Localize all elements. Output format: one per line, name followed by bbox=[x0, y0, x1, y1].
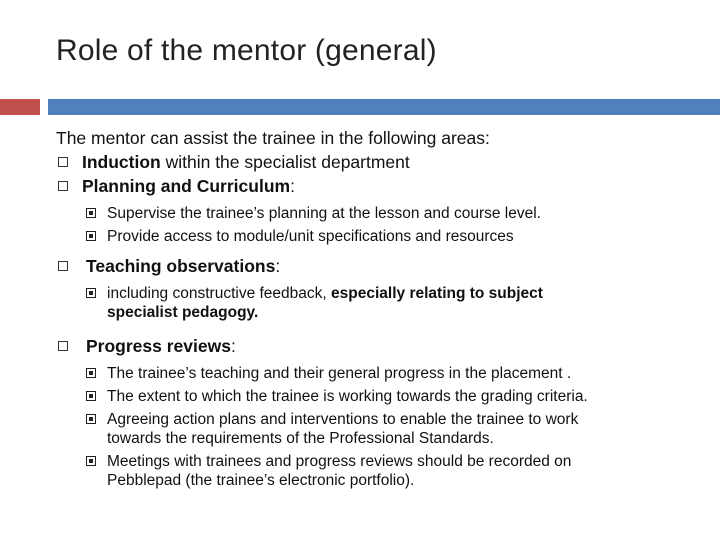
square-bullet-icon bbox=[58, 261, 68, 271]
teaching-sub-normal: including constructive feedback, bbox=[107, 285, 332, 302]
filled-square-bullet-icon bbox=[86, 391, 96, 401]
planning-bold: Planning and Curriculum bbox=[82, 176, 291, 196]
progress-subitem-1 bbox=[56, 364, 706, 383]
slide-content bbox=[56, 126, 706, 490]
teaching-subitem bbox=[56, 284, 706, 322]
progress-rest: : bbox=[230, 336, 236, 356]
progress-subitem-text: The extent to which the trainee is working towards the grading criteria. bbox=[107, 388, 588, 405]
filled-square-bullet-icon bbox=[86, 368, 96, 378]
filled-square-bullet-icon bbox=[86, 231, 96, 241]
teaching-sub-bold-1: especially relating to subject bbox=[331, 285, 543, 302]
progress-subitem-text-cont: Pebblepad (the trainee’s electronic portfolio). bbox=[107, 472, 415, 489]
bullet-progress bbox=[56, 334, 706, 358]
slide-title: Role of the mentor (general) bbox=[56, 34, 437, 67]
induction-bold: Induction bbox=[82, 152, 161, 172]
filled-square-bullet-icon bbox=[86, 414, 96, 424]
square-bullet-icon bbox=[58, 157, 68, 167]
planning-subitem-text: Supervise the trainee’s planning at the lesson and course level. bbox=[107, 205, 541, 222]
progress-subitem-4 bbox=[56, 452, 706, 490]
induction-rest: within the specialist department bbox=[160, 152, 410, 172]
progress-bold: Progress reviews bbox=[86, 336, 231, 356]
progress-subitem-text: Meetings with trainees and progress reviews should be recorded on bbox=[107, 453, 572, 470]
progress-subitem-2 bbox=[56, 387, 706, 406]
bullet-planning bbox=[56, 174, 706, 198]
intro-text: The mentor can assist the trainee in the following areas: bbox=[56, 128, 490, 148]
teaching-sub-bold-2: specialist pedagogy. bbox=[107, 304, 259, 321]
filled-square-bullet-icon bbox=[86, 208, 96, 218]
planning-subitem-1 bbox=[56, 204, 706, 223]
filled-square-bullet-icon bbox=[86, 288, 96, 298]
progress-subitem-text-cont: towards the requirements of the Professional Standards. bbox=[107, 430, 494, 447]
square-bullet-icon bbox=[58, 341, 68, 351]
planning-rest: : bbox=[290, 176, 295, 196]
square-bullet-icon bbox=[58, 181, 68, 191]
planning-subitem-2 bbox=[56, 227, 706, 246]
teaching-bold: Teaching observations bbox=[86, 256, 276, 276]
teaching-rest: : bbox=[275, 256, 281, 276]
progress-subitem-text: Agreeing action plans and interventions to enable the trainee to work bbox=[107, 411, 579, 428]
progress-subitem-text: The trainee’s teaching and their general progress in the placement . bbox=[107, 365, 572, 382]
bullet-teaching bbox=[56, 254, 706, 278]
accent-bar-red bbox=[0, 99, 40, 115]
progress-subitem-3 bbox=[56, 410, 706, 448]
planning-subitem-text: Provide access to module/unit specifications and resources bbox=[107, 228, 514, 245]
accent-bar-blue bbox=[48, 99, 720, 115]
bullet-induction bbox=[56, 150, 706, 174]
filled-square-bullet-icon bbox=[86, 456, 96, 466]
